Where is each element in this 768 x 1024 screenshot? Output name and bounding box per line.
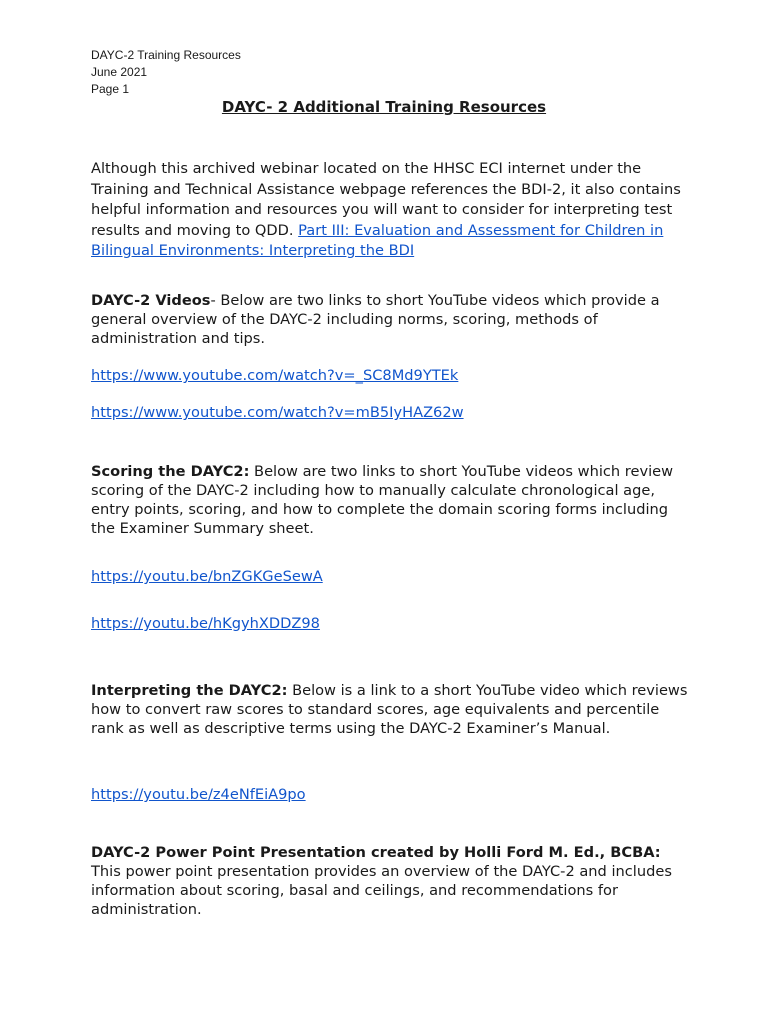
video-link-2[interactable] <box>91 403 464 423</box>
interpreting-heading: Interpreting the DAYC2: <box>91 682 288 699</box>
videos-paragraph <box>91 291 691 348</box>
scoring-link-1-text[interactable]: https://youtu.be/bnZGKGeSewA <box>91 568 323 585</box>
webinar-link[interactable]: Part III: Evaluation and Assessment for Children in Bilingual Environments: Interpreting the BDI <box>91 221 664 259</box>
header-doc-name: DAYC-2 Training Resources <box>91 48 241 62</box>
intro-paragraph <box>91 159 691 262</box>
intro-text: Although this archived webinar located on the HHSC ECI internet under the Training and Technical Assistance webpage references the BDI-2, it also contains helpful information and resources you will want to consider for interpreting test results and moving to QDD. <box>91 160 681 239</box>
scoring-heading: Scoring the DAYC2: <box>91 463 250 480</box>
video-link-1-text[interactable]: https://www.youtube.com/watch?v=_SC8Md9YTEk <box>91 367 459 384</box>
scoring-text: Below are two links to short YouTube videos which review scoring of the DAYC-2 including how to manually calculate chronological age, entry points, scoring, and how to complete the domain scoring forms including the Examiner Summary sheet. <box>91 463 674 537</box>
video-link-1[interactable] <box>91 366 458 386</box>
scoring-link-2[interactable] <box>91 614 320 634</box>
interpreting-paragraph <box>91 681 691 738</box>
powerpoint-paragraph <box>91 843 691 919</box>
video-link-2-text[interactable]: https://www.youtube.com/watch?v=mB5IyHAZ62w <box>91 404 464 421</box>
scoring-paragraph <box>91 462 691 538</box>
interpreting-link-1[interactable] <box>91 785 306 805</box>
videos-text: - Below are two links to short YouTube videos which provide a general overview of the DAYC-2 including norms, scoring, methods of administration and tips. <box>91 292 660 347</box>
powerpoint-text: This power point presentation provides an overview of the DAYC-2 and includes information about scoring, basal and ceilings, and recommendations for administration. <box>91 863 672 918</box>
header-page-number: Page 1 <box>91 82 130 96</box>
interpreting-text: Below is a link to a short YouTube video which reviews how to convert raw scores to standard scores, age equivalents and percentile rank as well as descriptive terms using the DAYC-2 Examiner’s Manual. <box>91 682 688 737</box>
powerpoint-heading: DAYC-2 Power Point Presentation created by Holli Ford M. Ed., BCBA: <box>91 844 661 861</box>
videos-heading: DAYC-2 Videos <box>91 292 211 309</box>
interpreting-link-1-text[interactable]: https://youtu.be/z4eNfEiA9po <box>91 786 306 803</box>
page-title: DAYC- 2 Additional Training Resources <box>221 98 547 116</box>
header-date: June 2021 <box>91 65 148 79</box>
scoring-link-1[interactable] <box>91 567 323 587</box>
scoring-link-2-text[interactable]: https://youtu.be/hKgyhXDDZ98 <box>91 615 320 632</box>
